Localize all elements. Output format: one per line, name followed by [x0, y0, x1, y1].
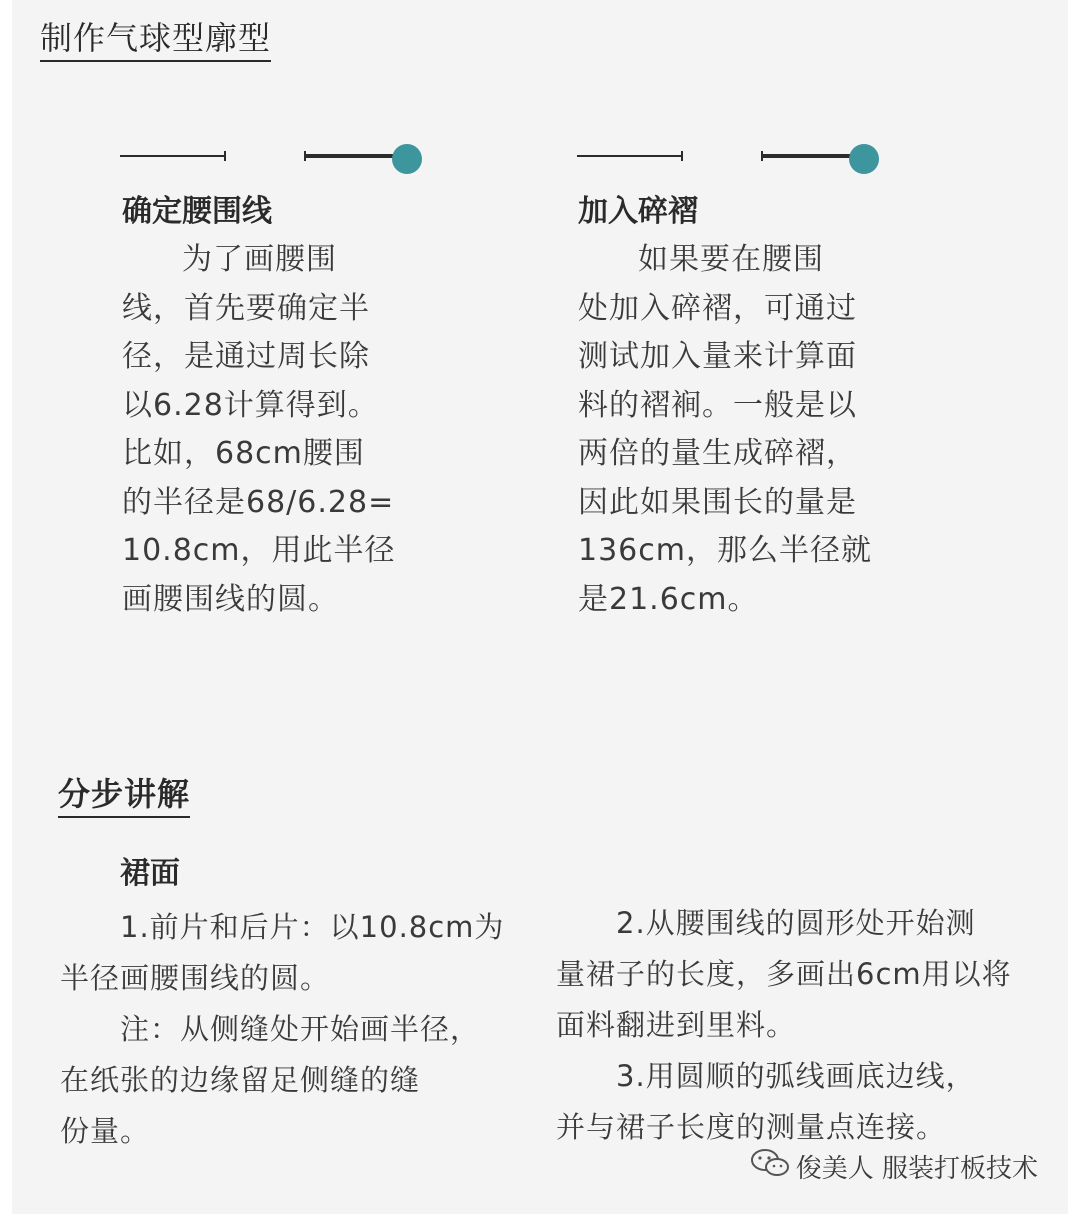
text-line: 两倍的量生成碎褶，: [578, 436, 857, 471]
subheading-skirt-face: 裙面: [120, 856, 180, 891]
text-line: 注：从侧缝处开始画半径，: [120, 1012, 481, 1046]
text-line: 面料翻进到里料。: [556, 1008, 797, 1042]
thin-line: [577, 155, 683, 157]
steps-right-column: [556, 898, 1026, 1153]
watermark: [750, 1148, 1038, 1185]
text-line: 比如，68cm腰围: [122, 436, 365, 471]
text-line: 处加入碎褶，可通过: [578, 290, 857, 326]
text-line: 2.从腰围线的圆形处开始测: [616, 906, 976, 940]
text-line: 的半径是68/6.28=: [122, 484, 395, 520]
section-title-text: 制作气球型廓型: [40, 19, 272, 57]
card-body-gathers: [578, 236, 888, 624]
text-line: 测试加入量来计算面: [578, 339, 857, 374]
text-line: 线，首先要确定半: [122, 290, 370, 326]
text-line: 1.前片和后片：以10.8cm为: [120, 910, 505, 944]
accent-dot: [849, 144, 879, 174]
card-heading-waistline: 确定腰围线: [122, 194, 272, 229]
text-line: 料的褶裥。一般是以: [578, 387, 857, 423]
card-body-waistline: [122, 236, 422, 624]
title-underline: [58, 816, 190, 818]
thick-line: [761, 154, 861, 158]
text-line: 量裙子的长度，多画出6cm用以将: [556, 957, 1012, 991]
text-line: 以6.28计算得到。: [122, 387, 379, 423]
wechat-icon: [750, 1148, 790, 1185]
card-heading-gathers: 加入碎褶: [578, 194, 698, 229]
line-tick: [681, 151, 683, 161]
text-line: 画腰围线的圆。: [122, 581, 339, 617]
text-line: 为了画腰围: [182, 242, 337, 277]
text-line: 是21.6cm。: [578, 581, 759, 617]
text-line: 因此如果围长的量是: [578, 484, 857, 520]
divider-decoration-right: [577, 144, 881, 168]
text-line: 半径画腰围线的圆。: [60, 961, 331, 995]
accent-dot: [392, 144, 422, 174]
text-line: 份量。: [60, 1114, 151, 1148]
section-title-text: 分步讲解: [58, 775, 191, 813]
thin-line: [120, 155, 226, 157]
text-line: 10.8cm，用此半径: [122, 533, 396, 568]
divider-decoration-left: [120, 144, 424, 168]
text-line: 3.用圆顺的弧线画底边线，: [616, 1059, 976, 1093]
title-underline: [40, 60, 271, 62]
section-title-balloon: [40, 18, 271, 62]
text-line: 在纸张的边缘留足侧缝的缝: [60, 1063, 421, 1097]
text-line: 并与裙子长度的测量点连接。: [556, 1110, 947, 1144]
thick-line: [304, 154, 404, 158]
watermark-text: 俊美人 服装打板技术: [795, 1154, 1038, 1184]
section-title-steps: [58, 774, 190, 818]
text-line: 如果要在腰围: [638, 242, 824, 277]
steps-left-column: [60, 902, 520, 1157]
line-tick: [224, 151, 226, 161]
text-line: 136cm，那么半径就: [578, 533, 872, 568]
page: [12, 0, 1068, 1214]
text-line: 径，是通过周长除: [122, 339, 370, 374]
